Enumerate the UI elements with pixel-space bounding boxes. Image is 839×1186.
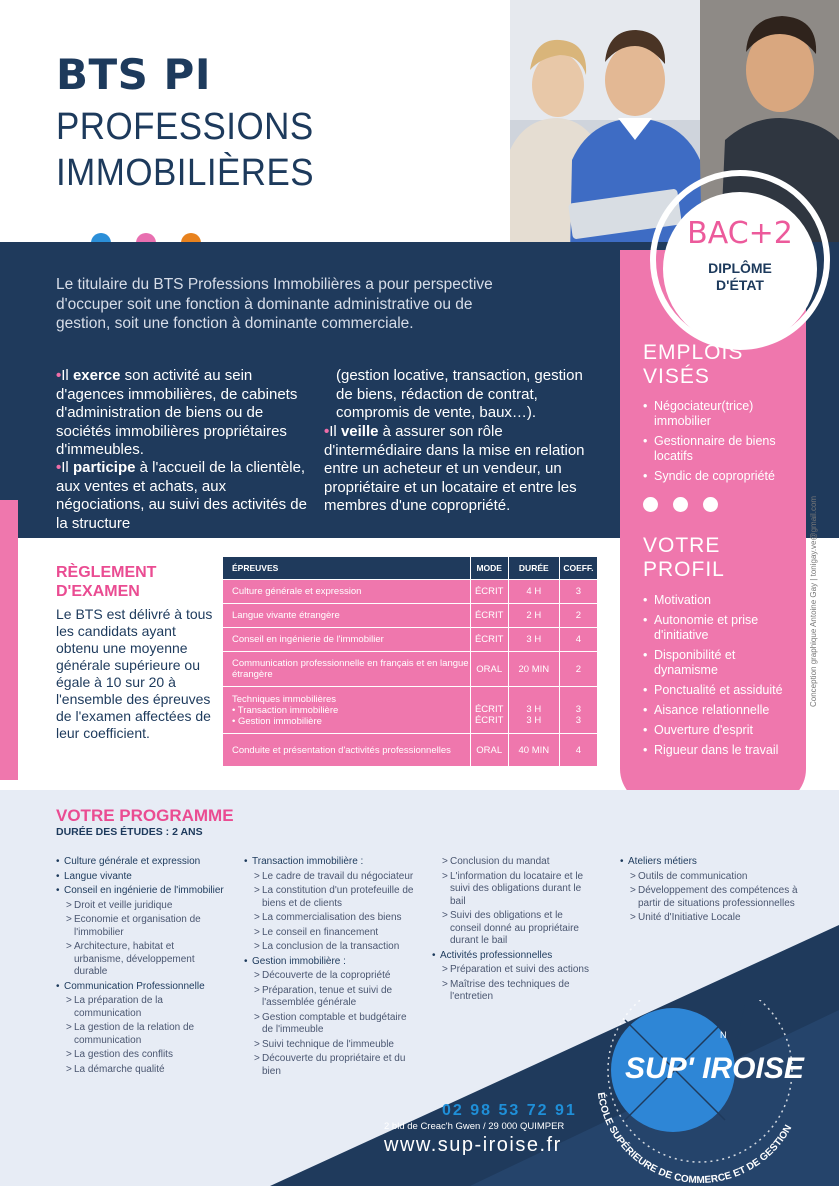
cell-duree: 2 H — [509, 604, 559, 627]
emplois-heading-2: VISÉS — [643, 365, 710, 388]
profil-item: • Ouverture d'esprit — [643, 723, 793, 738]
cell-duree: 3 H — [509, 628, 559, 651]
header-mode: MODE — [471, 557, 508, 579]
emplois-item: • Gestionnaire de biens locatifs — [643, 434, 793, 464]
programme-col-3 — [432, 856, 592, 1004]
programme-item: • Ateliers métiers — [620, 856, 800, 869]
logo-north: N — [720, 1030, 727, 1040]
profil-heading-1: VOTRE — [643, 534, 721, 557]
profil-item: • Motivation — [643, 593, 793, 608]
cell-epreuve: Langue vivante étrangère — [223, 604, 470, 627]
cell-duree: 40 MIN — [509, 734, 559, 766]
subtitle-line-1: PROFESSIONS — [56, 106, 314, 148]
programme-item: • Communication Professionnelle — [56, 981, 226, 994]
programme-subitem: > La constitution d'un protefeuille de biens et de clients — [244, 885, 414, 910]
badge-bac: BAC+2 — [687, 216, 793, 251]
contact-address: 2 bld de Creac'h Gwen / 29 000 QUIMPER — [384, 1121, 565, 1132]
cell-epreuve-title: Techniques immobilières — [232, 693, 337, 705]
programme-item: • Conseil en ingénierie de l'immobilier — [56, 885, 226, 898]
cell-duree: 4 H — [509, 580, 559, 603]
programme-subitem: > Outils de communication — [620, 871, 800, 884]
cell-mode-2: ÉCRIT — [474, 715, 504, 726]
programme-item: • Gestion immobilière : — [244, 956, 414, 969]
bullet-keyword: exerce — [72, 367, 121, 384]
bullet-prefix: Il — [329, 423, 341, 440]
programme-subitem: > Economie et organisation de l'immobilier — [56, 914, 226, 939]
bullet-text: à l'accueil de la clientèle, aux ventes et achats, aux négociations, au suivi des activités de la structure — [56, 459, 307, 532]
reglement-text: Le BTS est délivré à tous les candidats ayant obtenu une moyenne générale supérieure ou égale à 10 sur 20 à l'ensemble des épreuves de l'examen affectées de leur coefficient. — [56, 606, 213, 741]
programme-subitem: > Découverte de la copropriété — [244, 970, 414, 983]
programme-item: • Culture générale et expression — [56, 856, 226, 869]
header-coeff: COEFF. — [560, 557, 597, 579]
logo-name: SUP' IROISE — [625, 1052, 804, 1085]
contact-phone[interactable]: 02 98 53 72 91 — [442, 1102, 577, 1119]
programme-subitem: > La démarche qualité — [56, 1064, 226, 1077]
programme-subitem: > La gestion des conflits — [56, 1049, 226, 1062]
bullet-prefix: Il — [61, 459, 73, 476]
bullet-keyword: veille — [340, 423, 379, 440]
cell-duree-2: 3 H — [526, 715, 542, 726]
page-title: BTS PI — [56, 50, 211, 99]
cell-mode: ORAL — [471, 734, 508, 766]
logo-ring-textpath: ÉCOLE SUPÉRIEURE DE COMMERCE ET DE GESTION — [594, 1091, 795, 1186]
profil-item: • Ponctualité et assiduité — [643, 683, 793, 698]
programme-col-4 — [620, 856, 800, 925]
cell-epreuve: Conseil en ingénierie de l'immobilier — [223, 628, 470, 651]
cell-duree-1: 3 H — [526, 704, 542, 715]
programme-duration: DURÉE DES ÉTUDES : 2 ANS — [56, 826, 203, 838]
bullet-marker: • — [56, 459, 62, 476]
badge-line-1: DIPLÔME — [708, 260, 772, 276]
emplois-item: • Syndic de copropriété — [643, 469, 793, 484]
cell-coeff: 2 — [560, 604, 597, 627]
reglement-heading-1: RÈGLEMENT — [56, 564, 157, 581]
cell-coeff: 4 — [560, 628, 597, 651]
programme-subitem: > Architecture, habitat et urbanisme, développement durable — [56, 941, 226, 979]
emplois-item: • Négociateur(trice) immobilier — [643, 399, 793, 429]
cell-epreuve-sub: • Transaction immobilière — [232, 704, 339, 716]
bullet-marker: • — [56, 367, 62, 384]
programme-subitem: > Le conseil en financement — [244, 927, 414, 940]
design-credit: Conception graphique Antoine Gay | tonigay.ve@gmail.com — [809, 495, 818, 707]
bullet-text: à assurer son rôle d'intermédiaire dans la mise en relation entre un acheteur et un vendeur, un propriétaire et un locataire et entre les membres d'une copropriété. — [324, 423, 585, 514]
programme-subitem: > La commercialisation des biens — [244, 912, 414, 925]
programme-subitem: > La préparation de la communication — [56, 995, 226, 1020]
programme-subitem: > La conclusion de la transaction — [244, 941, 414, 954]
header-epreuves: ÉPREUVES — [223, 557, 470, 579]
profil-item: • Rigueur dans le travail — [643, 743, 793, 758]
programme-subitem: > Préparation et suivi des actions — [432, 964, 592, 977]
cell-coeff: 3 — [560, 580, 597, 603]
cell-epreuve: Culture générale et expression — [223, 580, 470, 603]
programme-subitem: > Maîtrise des techniques de l'entretien — [432, 979, 592, 1004]
programme-subitem: > La gestion de la relation de communication — [56, 1022, 226, 1047]
programme-subitem: > Conclusion du mandat — [432, 856, 592, 869]
reglement-heading-2: D'EXAMEN — [56, 583, 140, 600]
cell-coeff-2: 3 — [575, 715, 582, 726]
programme-subitem: > Unité d'Initiative Locale — [620, 912, 800, 925]
emplois-heading-1: EMPLOIS — [643, 341, 744, 364]
programme-subitem: > Droit et veille juridique — [56, 900, 226, 913]
programme-item: • Activités professionnelles — [432, 950, 592, 963]
cell-mode: ÉCRIT — [471, 628, 508, 651]
bullet-keyword: participe — [72, 459, 136, 476]
programme-subitem: > Suivi des obligations et le conseil donné au propriétaire durant le bail — [432, 910, 592, 948]
sup-iroise-logo — [585, 1000, 815, 1186]
profil-heading-2: PROFIL — [643, 558, 725, 581]
programme-subitem: > Préparation, tenue et suivi de l'assemblée générale — [244, 985, 414, 1010]
badge-line-2: D'ÉTAT — [716, 277, 764, 293]
cell-mode: ÉCRIT — [471, 580, 508, 603]
header-duree: DURÉE — [509, 557, 559, 579]
programme-subitem: > L'information du locataire et le suivi des obligations durant le bail — [432, 871, 592, 909]
cell-coeff: 2 — [560, 652, 597, 686]
bullet-marker: • — [324, 423, 330, 440]
programme-col-1 — [56, 856, 226, 1076]
cell-epreuve: Conduite et présentation d'activités professionnelles — [223, 734, 470, 766]
profil-item: • Autonomie et prise d'initiative — [643, 613, 793, 643]
programme-subitem: > Gestion comptable et budgétaire de l'immeuble — [244, 1012, 414, 1037]
programme-item: • Langue vivante — [56, 871, 226, 884]
bullet-text: son activité au sein d'agences immobilières, de cabinets d'administration de biens ou de sociétés immobilières propriétaires d'immeubles. — [56, 367, 298, 458]
programme-subitem: > Découverte du propriétaire et du bien — [244, 1053, 414, 1078]
cell-duree: 20 MIN — [509, 652, 559, 686]
cell-mode: ORAL — [471, 652, 508, 686]
cell-mode-1: ÉCRIT — [474, 704, 504, 715]
cell-epreuve-sub: • Gestion immobilière — [232, 715, 322, 727]
programme-subitem: > Suivi technique de l'immeuble — [244, 1039, 414, 1052]
subtitle-line-2: IMMOBILIÈRES — [56, 152, 315, 194]
profil-item: • Disponibilité et dynamisme — [643, 648, 793, 678]
intro-text: Le titulaire du BTS Professions Immobilières a pour perspective d'occuper soit une fonction à dominante administrative ou de gestion, soit une fonction à dominante commerciale. — [56, 276, 493, 332]
profil-item: • Aisance relationnelle — [643, 703, 793, 718]
bullet-prefix: Il — [61, 367, 73, 384]
programme-col-2 — [244, 856, 414, 1078]
programme-item: • Transaction immobilière : — [244, 856, 414, 869]
programme-heading: VOTRE PROGRAMME — [56, 806, 234, 825]
cell-mode: ÉCRIT — [471, 604, 508, 627]
cell-coeff-1: 3 — [575, 704, 582, 715]
cell-coeff: 4 — [560, 734, 597, 766]
programme-subitem: > Développement des compétences à partir de situations professionnelles — [620, 885, 800, 910]
cell-epreuve: Communication professionnelle en français et en langue étrangère — [223, 652, 470, 686]
contact-website[interactable]: www.sup-iroise.fr — [384, 1134, 562, 1156]
programme-subitem: > Le cadre de travail du négociateur — [244, 871, 414, 884]
bullet-continuation: (gestion locative, transaction, gestion de biens, rédaction de contrat, compromis de vente, baux…). — [336, 367, 583, 421]
